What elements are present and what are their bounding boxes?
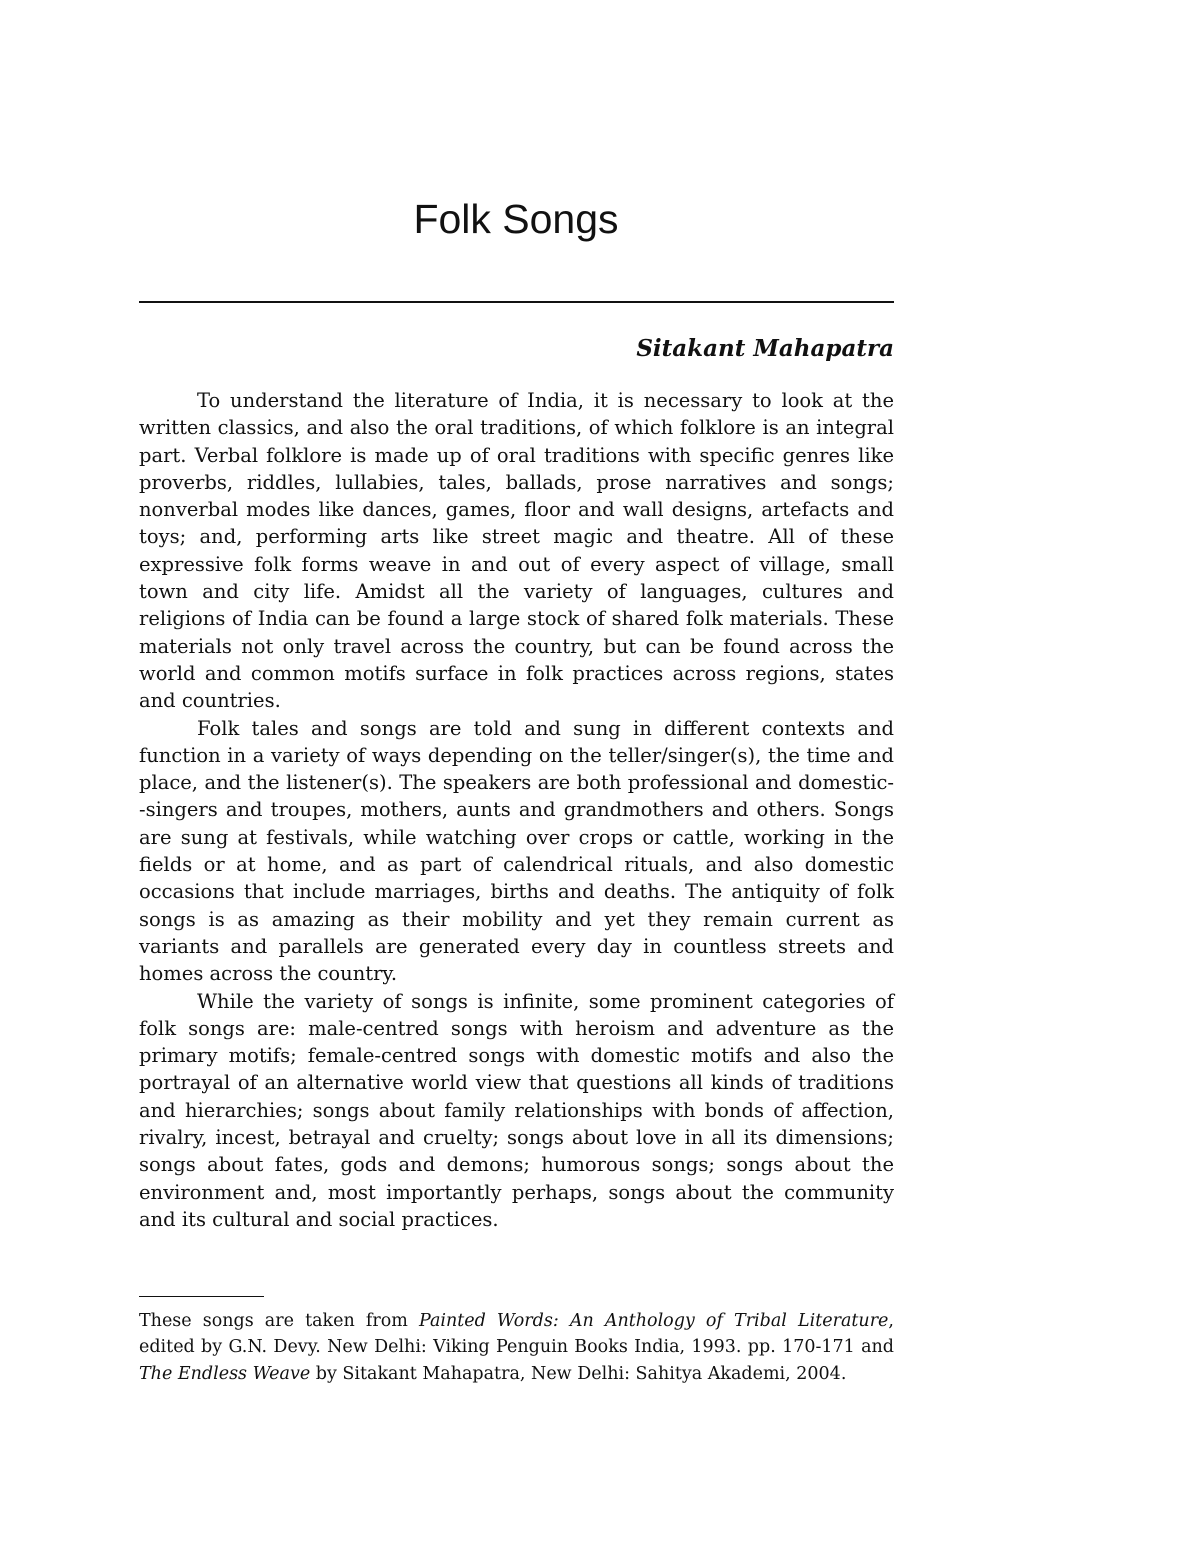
body-text <box>139 387 894 1233</box>
title-divider <box>139 301 894 303</box>
footnote-prefix: These songs are taken from <box>139 1311 419 1331</box>
paragraph-1: To understand the literature of India, it is necessary to look at the written classics, and also the oral traditions, of which folklore is an integral part. Verbal folklore is made up of oral traditions with specific genres like proverbs, riddles, lullabies, tales, ballads, prose narratives and songs; nonverbal modes like dances, games, floor and wall designs, artefacts and toys; and, performing arts like street magic and theatre. All of these expressive folk forms weave in and out of every aspect of village, small town and city life. Amidst all the variety of languages, cultures and religions of India can be found a large stock of shared folk materials. These materials not only travel across the country, but can be found across the world and common motifs surface in folk practices across regions, states and countries. <box>139 389 894 713</box>
footnote-book-title-1: Painted Words: An Anthology of Tribal Literature <box>418 1311 889 1331</box>
footnote <box>139 1308 894 1387</box>
page-title: Folk Songs <box>413 196 619 242</box>
author-name: Sitakant Mahapatra <box>636 335 894 362</box>
footnote-divider <box>139 1296 264 1297</box>
footnote-book-title-2: The Endless Weave <box>139 1363 311 1384</box>
footnote-suffix: by Sitakant Mahapatra, New Delhi: Sahitya Akademi, 2004. <box>310 1363 847 1384</box>
paragraph-2: Folk tales and songs are told and sung in different contexts and function in a variety of ways depending on the teller/singer(s), the time and place, and the listener(s). The speakers are both professional and domestic--singers and troupes, mothers, aunts and grandmothers and others. Songs are sung at festivals, while watching over crops or cattle, working in the fields or at home, and as part of calendrical rituals, and also domestic occasions that include marriages, births and deaths. The antiquity of folk songs is as amazing as their mobility and yet they remain current as variants and parallels are generated every day in countless streets and homes across the country. <box>139 716 894 986</box>
footnote-middle: , edited by G.N. Devy. New Delhi: Viking Penguin Books India, 1993. pp. 170-171 and <box>139 1311 894 1358</box>
paragraph-3: While the variety of songs is infinite, some prominent categories of folk songs are: male-centred songs with heroism and adventure as the primary motifs; female-centred songs with domestic motifs and also the portrayal of an alternative world view that questions all kinds of traditions and hierarchies; songs about family relationships with bonds of affection, rivalry, incest, betrayal and cruelty; songs about love in all its dimensions; songs about fates, gods and demons; humorous songs; songs about the environment and, most importantly perhaps, songs about the community and its cultural and social practices. <box>139 989 894 1231</box>
